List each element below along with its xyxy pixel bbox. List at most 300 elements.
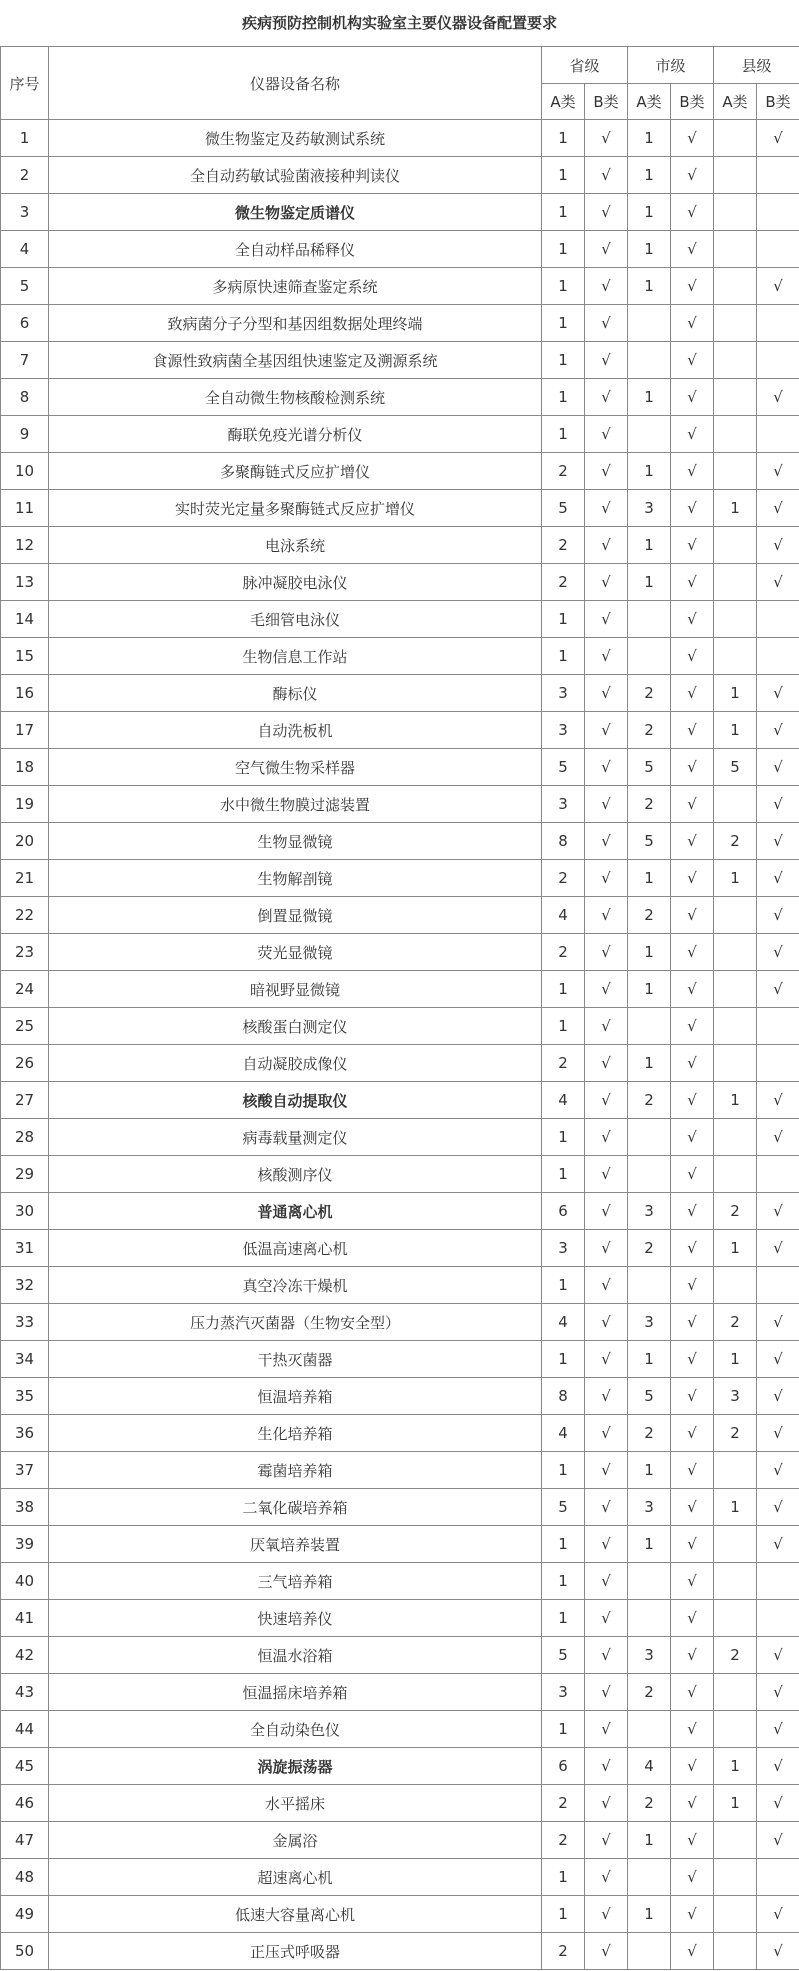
cell-city-b: √: [671, 1637, 714, 1674]
table-row: [1, 1304, 799, 1341]
table-row: [1, 157, 799, 194]
cell-serial-no: 27: [1, 1082, 49, 1119]
table-row: [1, 1785, 799, 1822]
cell-province-b: √: [585, 342, 628, 379]
cell-city-b: √: [671, 934, 714, 971]
cell-province-a: 1: [542, 1452, 585, 1489]
cell-city-a: 5: [628, 1378, 671, 1415]
cell-city-b: √: [671, 749, 714, 786]
cell-county-a: [714, 564, 757, 601]
cell-county-b: √: [757, 1119, 799, 1156]
cell-province-a: 3: [542, 712, 585, 749]
cell-province-a: 2: [542, 1933, 585, 1970]
cell-county-a: [714, 1711, 757, 1748]
cell-province-a: 1: [542, 157, 585, 194]
cell-county-a: 1: [714, 675, 757, 712]
cell-province-a: 3: [542, 1674, 585, 1711]
cell-province-b: √: [585, 934, 628, 971]
table-row: [1, 527, 799, 564]
cell-county-b: [757, 1859, 799, 1896]
cell-province-b: √: [585, 1378, 628, 1415]
cell-county-b: √: [757, 379, 799, 416]
cell-equipment-name: 生物信息工作站: [49, 638, 542, 675]
cell-city-a: [628, 1711, 671, 1748]
cell-equipment-name: 毛细管电泳仪: [49, 601, 542, 638]
cell-county-a: [714, 1156, 757, 1193]
table-row: [1, 416, 799, 453]
cell-city-b: √: [671, 1378, 714, 1415]
table-row: [1, 268, 799, 305]
cell-city-b: √: [671, 490, 714, 527]
cell-county-b: √: [757, 1933, 799, 1970]
cell-city-a: 3: [628, 1304, 671, 1341]
cell-county-a: 1: [714, 1341, 757, 1378]
cell-county-a: [714, 268, 757, 305]
cell-serial-no: 41: [1, 1600, 49, 1637]
cell-province-b: √: [585, 860, 628, 897]
cell-province-a: 1: [542, 1600, 585, 1637]
cell-county-b: √: [757, 1378, 799, 1415]
cell-county-b: √: [757, 749, 799, 786]
cell-serial-no: 37: [1, 1452, 49, 1489]
cell-county-a: 1: [714, 1785, 757, 1822]
cell-equipment-name: 微生物鉴定及药敏测试系统: [49, 120, 542, 157]
table-row: [1, 601, 799, 638]
cell-province-b: √: [585, 1341, 628, 1378]
table-row: [1, 1822, 799, 1859]
cell-province-b: √: [585, 305, 628, 342]
cell-province-b: √: [585, 749, 628, 786]
cell-county-b: √: [757, 1230, 799, 1267]
cell-county-b: √: [757, 712, 799, 749]
cell-city-b: √: [671, 1341, 714, 1378]
cell-city-a: 1: [628, 120, 671, 157]
cell-equipment-name: 实时荧光定量多聚酶链式反应扩增仪: [49, 490, 542, 527]
cell-province-b: √: [585, 527, 628, 564]
cell-county-b: [757, 416, 799, 453]
table-row: [1, 231, 799, 268]
table-row: [1, 1637, 799, 1674]
cell-province-b: √: [585, 786, 628, 823]
cell-province-b: √: [585, 1563, 628, 1600]
cell-serial-no: 36: [1, 1415, 49, 1452]
cell-province-a: 2: [542, 860, 585, 897]
cell-province-b: √: [585, 1415, 628, 1452]
cell-province-a: 3: [542, 675, 585, 712]
cell-city-a: 5: [628, 823, 671, 860]
cell-province-b: √: [585, 194, 628, 231]
cell-serial-no: 31: [1, 1230, 49, 1267]
header-province-a: A类: [542, 84, 585, 120]
cell-province-b: √: [585, 1082, 628, 1119]
cell-county-a: [714, 1563, 757, 1600]
cell-serial-no: 43: [1, 1674, 49, 1711]
cell-city-a: 1: [628, 453, 671, 490]
cell-serial-no: 3: [1, 194, 49, 231]
cell-city-a: [628, 1563, 671, 1600]
cell-county-a: [714, 1859, 757, 1896]
cell-serial-no: 20: [1, 823, 49, 860]
cell-city-a: 1: [628, 564, 671, 601]
cell-county-a: [714, 1674, 757, 1711]
cell-serial-no: 49: [1, 1896, 49, 1933]
cell-county-b: [757, 231, 799, 268]
cell-city-a: 1: [628, 971, 671, 1008]
table-row: [1, 564, 799, 601]
cell-county-a: [714, 1600, 757, 1637]
cell-city-a: 3: [628, 1193, 671, 1230]
cell-equipment-name: 自动洗板机: [49, 712, 542, 749]
header-city-b: B类: [671, 84, 714, 120]
cell-equipment-name: 核酸蛋白测定仪: [49, 1008, 542, 1045]
cell-county-b: [757, 1563, 799, 1600]
cell-county-a: [714, 638, 757, 675]
cell-province-a: 2: [542, 564, 585, 601]
cell-equipment-name: 脉冲凝胶电泳仪: [49, 564, 542, 601]
table-row: [1, 379, 799, 416]
table-row: [1, 1193, 799, 1230]
cell-city-b: √: [671, 1859, 714, 1896]
cell-province-b: √: [585, 675, 628, 712]
cell-county-b: √: [757, 453, 799, 490]
table-row: [1, 1600, 799, 1637]
cell-county-a: [714, 1896, 757, 1933]
cell-city-b: √: [671, 157, 714, 194]
cell-city-a: 1: [628, 157, 671, 194]
cell-equipment-name: 生物显微镜: [49, 823, 542, 860]
cell-serial-no: 7: [1, 342, 49, 379]
cell-equipment-name: 荧光显微镜: [49, 934, 542, 971]
cell-city-a: [628, 1600, 671, 1637]
cell-county-b: √: [757, 564, 799, 601]
cell-city-a: 2: [628, 1785, 671, 1822]
cell-equipment-name: 食源性致病菌全基因组快速鉴定及溯源系统: [49, 342, 542, 379]
cell-province-a: 1: [542, 638, 585, 675]
cell-equipment-name: 空气微生物采样器: [49, 749, 542, 786]
table-row: [1, 194, 799, 231]
cell-serial-no: 17: [1, 712, 49, 749]
cell-county-b: √: [757, 1489, 799, 1526]
cell-serial-no: 1: [1, 120, 49, 157]
cell-province-a: 5: [542, 1489, 585, 1526]
cell-city-a: 1: [628, 231, 671, 268]
cell-city-a: [628, 1933, 671, 1970]
cell-county-a: [714, 1933, 757, 1970]
cell-county-b: √: [757, 934, 799, 971]
cell-city-a: 3: [628, 490, 671, 527]
cell-city-b: √: [671, 564, 714, 601]
cell-county-a: 2: [714, 1304, 757, 1341]
cell-province-a: 2: [542, 1045, 585, 1082]
cell-city-b: √: [671, 1674, 714, 1711]
cell-serial-no: 48: [1, 1859, 49, 1896]
cell-city-a: 2: [628, 1674, 671, 1711]
cell-equipment-name: 自动凝胶成像仪: [49, 1045, 542, 1082]
cell-county-b: √: [757, 527, 799, 564]
cell-equipment-name: 正压式呼吸器: [49, 1933, 542, 1970]
cell-equipment-name: 恒温水浴箱: [49, 1637, 542, 1674]
cell-county-a: [714, 120, 757, 157]
cell-equipment-name: 病毒载量测定仪: [49, 1119, 542, 1156]
cell-serial-no: 13: [1, 564, 49, 601]
table-row: [1, 971, 799, 1008]
cell-county-b: √: [757, 1452, 799, 1489]
cell-equipment-name: 水平摇床: [49, 1785, 542, 1822]
cell-city-a: 3: [628, 1637, 671, 1674]
cell-city-a: 2: [628, 1415, 671, 1452]
cell-city-b: √: [671, 1711, 714, 1748]
cell-city-b: √: [671, 1415, 714, 1452]
cell-city-a: 1: [628, 379, 671, 416]
cell-province-b: √: [585, 1933, 628, 1970]
cell-city-a: 2: [628, 675, 671, 712]
cell-county-a: [714, 342, 757, 379]
cell-city-b: √: [671, 1119, 714, 1156]
cell-city-b: √: [671, 1526, 714, 1563]
cell-equipment-name: 二氧化碳培养箱: [49, 1489, 542, 1526]
cell-equipment-name: 低温高速离心机: [49, 1230, 542, 1267]
cell-province-a: 2: [542, 453, 585, 490]
cell-province-a: 1: [542, 120, 585, 157]
cell-serial-no: 5: [1, 268, 49, 305]
cell-equipment-name: 酶标仪: [49, 675, 542, 712]
cell-equipment-name: 全自动微生物核酸检测系统: [49, 379, 542, 416]
table-row: [1, 823, 799, 860]
cell-serial-no: 39: [1, 1526, 49, 1563]
cell-county-a: [714, 1119, 757, 1156]
cell-equipment-name: 压力蒸汽灭菌器（生物安全型）: [49, 1304, 542, 1341]
cell-province-a: 5: [542, 749, 585, 786]
cell-serial-no: 14: [1, 601, 49, 638]
cell-equipment-name: 生物解剖镜: [49, 860, 542, 897]
cell-serial-no: 38: [1, 1489, 49, 1526]
cell-county-b: [757, 1008, 799, 1045]
table-row: [1, 1341, 799, 1378]
cell-county-b: √: [757, 897, 799, 934]
cell-county-a: 2: [714, 823, 757, 860]
cell-city-a: 1: [628, 527, 671, 564]
cell-province-b: √: [585, 120, 628, 157]
cell-province-a: 1: [542, 1859, 585, 1896]
cell-province-b: √: [585, 1489, 628, 1526]
cell-county-a: 2: [714, 1193, 757, 1230]
cell-county-a: 1: [714, 1230, 757, 1267]
cell-serial-no: 30: [1, 1193, 49, 1230]
cell-county-a: [714, 527, 757, 564]
table-row: [1, 712, 799, 749]
cell-equipment-name: 三气培养箱: [49, 1563, 542, 1600]
cell-serial-no: 25: [1, 1008, 49, 1045]
table-row: [1, 120, 799, 157]
cell-county-b: [757, 638, 799, 675]
cell-city-b: √: [671, 675, 714, 712]
cell-county-b: √: [757, 1711, 799, 1748]
table-row: [1, 1859, 799, 1896]
cell-province-a: 3: [542, 1230, 585, 1267]
cell-county-a: [714, 786, 757, 823]
cell-serial-no: 23: [1, 934, 49, 971]
cell-city-b: √: [671, 1452, 714, 1489]
cell-city-b: √: [671, 1896, 714, 1933]
cell-county-a: [714, 453, 757, 490]
cell-city-a: [628, 1859, 671, 1896]
cell-city-a: [628, 1119, 671, 1156]
cell-province-b: √: [585, 1193, 628, 1230]
cell-province-b: √: [585, 712, 628, 749]
table-row: [1, 1452, 799, 1489]
cell-province-b: √: [585, 1526, 628, 1563]
cell-city-a: 5: [628, 749, 671, 786]
cell-province-a: 8: [542, 1378, 585, 1415]
cell-equipment-name: 酶联免疫光谱分析仪: [49, 416, 542, 453]
cell-county-b: √: [757, 971, 799, 1008]
cell-city-b: √: [671, 1600, 714, 1637]
cell-city-b: √: [671, 1933, 714, 1970]
cell-city-b: √: [671, 416, 714, 453]
cell-equipment-name: 全自动药敏试验菌液接种判读仪: [49, 157, 542, 194]
cell-city-b: √: [671, 638, 714, 675]
cell-county-a: 5: [714, 749, 757, 786]
cell-province-a: 1: [542, 1341, 585, 1378]
cell-province-a: 2: [542, 527, 585, 564]
cell-city-a: [628, 1008, 671, 1045]
cell-serial-no: 22: [1, 897, 49, 934]
cell-city-b: √: [671, 1193, 714, 1230]
cell-province-a: 5: [542, 490, 585, 527]
cell-province-b: √: [585, 1230, 628, 1267]
cell-city-a: [628, 638, 671, 675]
cell-province-a: 4: [542, 897, 585, 934]
cell-province-b: √: [585, 1600, 628, 1637]
cell-equipment-name: 水中微生物膜过滤装置: [49, 786, 542, 823]
cell-equipment-name: 涡旋振荡器: [49, 1748, 542, 1785]
cell-province-b: √: [585, 453, 628, 490]
cell-county-b: √: [757, 1674, 799, 1711]
cell-city-a: 2: [628, 712, 671, 749]
cell-city-b: √: [671, 1563, 714, 1600]
cell-serial-no: 4: [1, 231, 49, 268]
table-row: [1, 897, 799, 934]
cell-province-a: 1: [542, 1008, 585, 1045]
cell-serial-no: 16: [1, 675, 49, 712]
cell-city-a: 4: [628, 1748, 671, 1785]
cell-county-b: [757, 342, 799, 379]
header-city-a: A类: [628, 84, 671, 120]
cell-serial-no: 47: [1, 1822, 49, 1859]
cell-equipment-name: 普通离心机: [49, 1193, 542, 1230]
cell-city-b: √: [671, 342, 714, 379]
cell-city-b: √: [671, 1822, 714, 1859]
cell-city-b: √: [671, 1156, 714, 1193]
cell-city-b: √: [671, 194, 714, 231]
cell-province-a: 1: [542, 1526, 585, 1563]
cell-city-b: √: [671, 1267, 714, 1304]
cell-city-a: [628, 416, 671, 453]
cell-equipment-name: 全自动染色仪: [49, 1711, 542, 1748]
cell-province-b: √: [585, 268, 628, 305]
cell-equipment-name: 霉菌培养箱: [49, 1452, 542, 1489]
cell-serial-no: 44: [1, 1711, 49, 1748]
cell-county-b: √: [757, 1341, 799, 1378]
cell-city-b: √: [671, 268, 714, 305]
cell-serial-no: 29: [1, 1156, 49, 1193]
cell-province-a: 1: [542, 416, 585, 453]
cell-province-b: √: [585, 638, 628, 675]
cell-city-a: 1: [628, 1526, 671, 1563]
cell-equipment-name: 快速培养仪: [49, 1600, 542, 1637]
cell-county-b: √: [757, 786, 799, 823]
header-county: 县级: [714, 47, 799, 84]
cell-city-b: √: [671, 453, 714, 490]
cell-equipment-name: 致病菌分子分型和基因组数据处理终端: [49, 305, 542, 342]
cell-county-a: [714, 897, 757, 934]
cell-province-b: √: [585, 1785, 628, 1822]
table-row: [1, 1378, 799, 1415]
cell-city-a: [628, 1267, 671, 1304]
cell-county-b: [757, 194, 799, 231]
cell-serial-no: 2: [1, 157, 49, 194]
cell-equipment-name: 全自动样品稀释仪: [49, 231, 542, 268]
cell-province-a: 2: [542, 1785, 585, 1822]
cell-province-a: 6: [542, 1748, 585, 1785]
header-city: 市级: [628, 47, 714, 84]
cell-serial-no: 15: [1, 638, 49, 675]
table-row: [1, 1045, 799, 1082]
table-body: [1, 120, 799, 1970]
cell-county-a: 2: [714, 1415, 757, 1452]
cell-county-b: [757, 1156, 799, 1193]
cell-serial-no: 6: [1, 305, 49, 342]
cell-province-a: 2: [542, 1822, 585, 1859]
cell-province-b: √: [585, 379, 628, 416]
cell-county-a: [714, 971, 757, 1008]
cell-province-b: √: [585, 1748, 628, 1785]
cell-city-b: √: [671, 860, 714, 897]
cell-county-a: [714, 305, 757, 342]
cell-county-b: [757, 157, 799, 194]
table-row: [1, 1563, 799, 1600]
cell-serial-no: 45: [1, 1748, 49, 1785]
cell-serial-no: 28: [1, 1119, 49, 1156]
cell-province-b: √: [585, 823, 628, 860]
cell-county-a: 1: [714, 860, 757, 897]
cell-serial-no: 21: [1, 860, 49, 897]
cell-serial-no: 8: [1, 379, 49, 416]
cell-province-a: 8: [542, 823, 585, 860]
cell-equipment-name: 超速离心机: [49, 1859, 542, 1896]
cell-serial-no: 19: [1, 786, 49, 823]
cell-city-a: 1: [628, 194, 671, 231]
cell-county-a: [714, 1822, 757, 1859]
cell-city-b: √: [671, 1304, 714, 1341]
table-row: [1, 1896, 799, 1933]
table-row: [1, 1082, 799, 1119]
cell-county-a: 1: [714, 1082, 757, 1119]
cell-city-b: √: [671, 231, 714, 268]
table-row: [1, 1008, 799, 1045]
cell-county-b: √: [757, 1896, 799, 1933]
cell-county-a: [714, 1452, 757, 1489]
cell-county-b: √: [757, 1526, 799, 1563]
cell-province-a: 1: [542, 305, 585, 342]
cell-county-a: [714, 1526, 757, 1563]
cell-province-a: 5: [542, 1637, 585, 1674]
cell-city-b: √: [671, 601, 714, 638]
table-header: [1, 47, 799, 120]
cell-province-a: 1: [542, 601, 585, 638]
cell-city-a: 1: [628, 1045, 671, 1082]
cell-city-b: √: [671, 379, 714, 416]
